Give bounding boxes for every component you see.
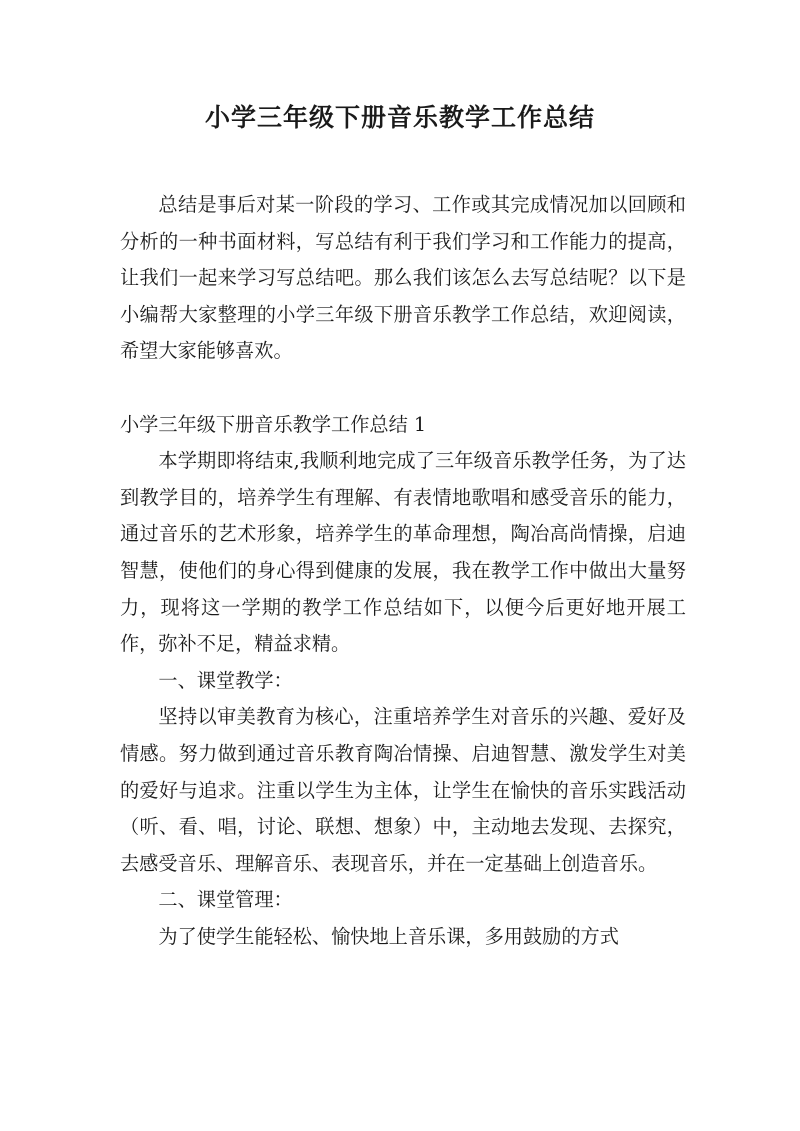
heading-classroom-teaching: 一、课堂教学： [158, 668, 293, 692]
paragraph-1: 本学期即将结束,我顺利地完成了三年级音乐教学任务，为了达到教学目的，培养学生有理解、有表情地歌唱和感受音乐的能力，通过音乐的艺术形象，培养学生的革命理想，陶冶高尚情操，启迪智慧，使他们的身心得到健康的发展，我在教学工作中做出大量努力，现将这一学期的教学工作总结如下，以便今后更好地开展工作，弥补不足，精益求精。 [120, 449, 686, 656]
section-title: 小学三年级下册音乐教学工作总结 1 [120, 412, 427, 436]
paragraph-gap [120, 370, 686, 407]
document-body [120, 187, 686, 955]
intro-paragraph: 总结是事后对某一阶段的学习、工作或其完成情况加以回顾和分析的一种书面材料，写总结有利于我们学习和工作能力的提高，让我们一起来学习写总结吧。那么我们该怎么去写总结呢？以下是小编帮大家整理的小学三年级下册音乐教学工作总结，欢迎阅读，希望大家能够喜欢。 [120, 193, 686, 363]
heading-classroom-management: 二、课堂管理： [158, 888, 293, 912]
document-title: 小学三年级下册音乐教学工作总结 [204, 103, 595, 132]
paragraph-3: 为了使学生能轻松、愉快地上音乐课，多用鼓励的方式 [158, 924, 619, 948]
paragraph-2: 坚持以审美教育为核心，注重培养学生对音乐的兴趣、爱好及情感。努力做到通过音乐教育陶冶情操、启迪智慧、激发学生对美的爱好与追求。注重以学生为主体，让学生在愉快的音乐实践活动（听、看、唱，讨论、联想、想象）中，主动地去发现、去探究，去感受音乐、理解音乐、表现音乐，并在一定基础上创造音乐。 [120, 705, 686, 875]
